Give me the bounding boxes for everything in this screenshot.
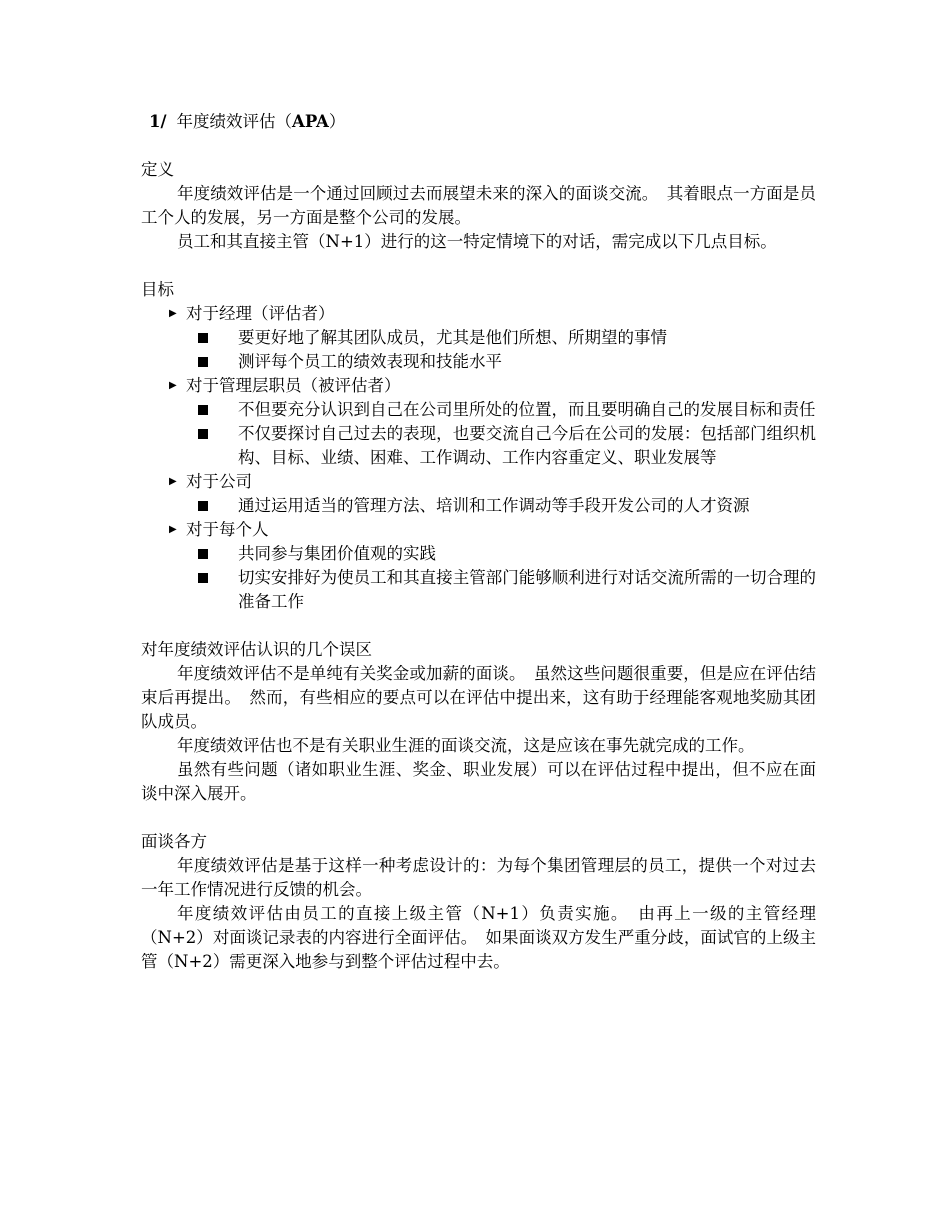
square-bullet-icon [198, 405, 208, 415]
paragraph: 虽然有些问题（诸如职业生涯、奖金、职业发展）可以在评估过程中提出，但不应在面谈中深入展开。 [141, 760, 816, 803]
triangle-bullet-icon: ▶ [169, 476, 177, 487]
misconceptions-section [141, 638, 816, 806]
triangle-bullet-icon: ▶ [169, 380, 177, 391]
goal-group [141, 470, 816, 518]
goals-section [141, 278, 816, 614]
goal-item-text: 通过运用适当的管理方法、培训和工作调动等手段开发公司的人才资源 [238, 496, 750, 515]
section-heading: 目标 [141, 280, 174, 299]
goals-list [141, 302, 816, 614]
goal-group-label: 对于经理（评估者） [186, 304, 335, 323]
paragraph: 年度绩效评估也不是有关职业生涯的面谈交流，这是应该在事先就完成的工作。 [177, 736, 755, 755]
section-number: 1/ [149, 112, 167, 131]
goal-item-text: 共同参与集团价值观的实践 [238, 544, 436, 563]
paragraph: 员工和其直接主管（N+1）进行的这一特定情境下的对话，需完成以下几点目标。 [177, 232, 777, 251]
goal-item [186, 350, 816, 374]
square-bullet-icon [198, 501, 208, 511]
document-title [149, 110, 816, 134]
paragraph: 年度绩效评估不是单纯有关奖金或加薪的面谈。 虽然这些问题很重要，但是应在评估结束后再提出。 然而，有些相应的要点可以在评估中提出来，这有助于经理能客观地奖励其团队成员。 [141, 664, 816, 731]
document-page [141, 110, 816, 998]
title-suffix: ） [328, 112, 346, 131]
goal-item-text: 不仅要探讨自己过去的表现，也要交流自己今后在公司的发展：包括部门组织机构、目标、业绩、困难、工作调动、工作内容重定义、职业发展等 [238, 424, 816, 467]
square-bullet-icon [198, 549, 208, 559]
goal-item [186, 542, 816, 566]
square-bullet-icon [198, 357, 208, 367]
goal-items [186, 326, 816, 374]
title-abbreviation: APA [292, 112, 329, 131]
goal-item [186, 326, 816, 350]
parties-section [141, 830, 816, 974]
goal-item [186, 422, 816, 470]
triangle-bullet-icon: ▶ [169, 524, 177, 535]
goal-item [186, 398, 816, 422]
goal-group [141, 302, 816, 374]
goal-group-label: 对于公司 [186, 472, 252, 491]
section-heading: 定义 [141, 160, 174, 179]
square-bullet-icon [198, 573, 208, 583]
goal-item [186, 494, 816, 518]
goal-item [186, 566, 816, 614]
title-prefix: 年度绩效评估（ [176, 112, 293, 131]
paragraph: 年度绩效评估是一个通过回顾过去而展望未来的深入的面谈交流。 其着眼点一方面是员工个人的发展，另一方面是整个公司的发展。 [141, 184, 816, 227]
paragraph: 年度绩效评估由员工的直接上级主管（N+1）负责实施。 由再上一级的主管经理（N+2）对面谈记录表的内容进行全面评估。 如果面谈双方发生严重分歧，面试官的上级主管（N+2）需更深入地参与到整个评估过程中去。 [141, 904, 816, 971]
square-bullet-icon [198, 333, 208, 343]
goal-items [186, 398, 816, 470]
goal-item-text: 切实安排好为使员工和其直接主管部门能够顺利进行对话交流所需的一切合理的准备工作 [238, 568, 816, 611]
paragraph: 年度绩效评估是基于这样一种考虑设计的：为每个集团管理层的员工，提供一个对过去一年工作情况进行反馈的机会。 [141, 856, 816, 899]
goal-item-text: 要更好地了解其团队成员，尤其是他们所想、所期望的事情 [238, 328, 667, 347]
goal-group-label: 对于管理层职员（被评估者） [186, 376, 401, 395]
square-bullet-icon [198, 429, 208, 439]
goal-group-label: 对于每个人 [186, 520, 269, 539]
goal-group [141, 518, 816, 614]
section-heading: 对年度绩效评估认识的几个误区 [141, 640, 372, 659]
goal-items [186, 494, 816, 518]
goal-group [141, 374, 816, 470]
section-heading: 面谈各方 [141, 832, 207, 851]
definition-section [141, 158, 816, 254]
goal-item-text: 不但要充分认识到自己在公司里所处的位置，而且要明确自己的发展目标和责任 [238, 400, 816, 419]
goal-item-text: 测评每个员工的绩效表现和技能水平 [238, 352, 502, 371]
triangle-bullet-icon: ▶ [169, 308, 177, 319]
goal-items [186, 542, 816, 614]
